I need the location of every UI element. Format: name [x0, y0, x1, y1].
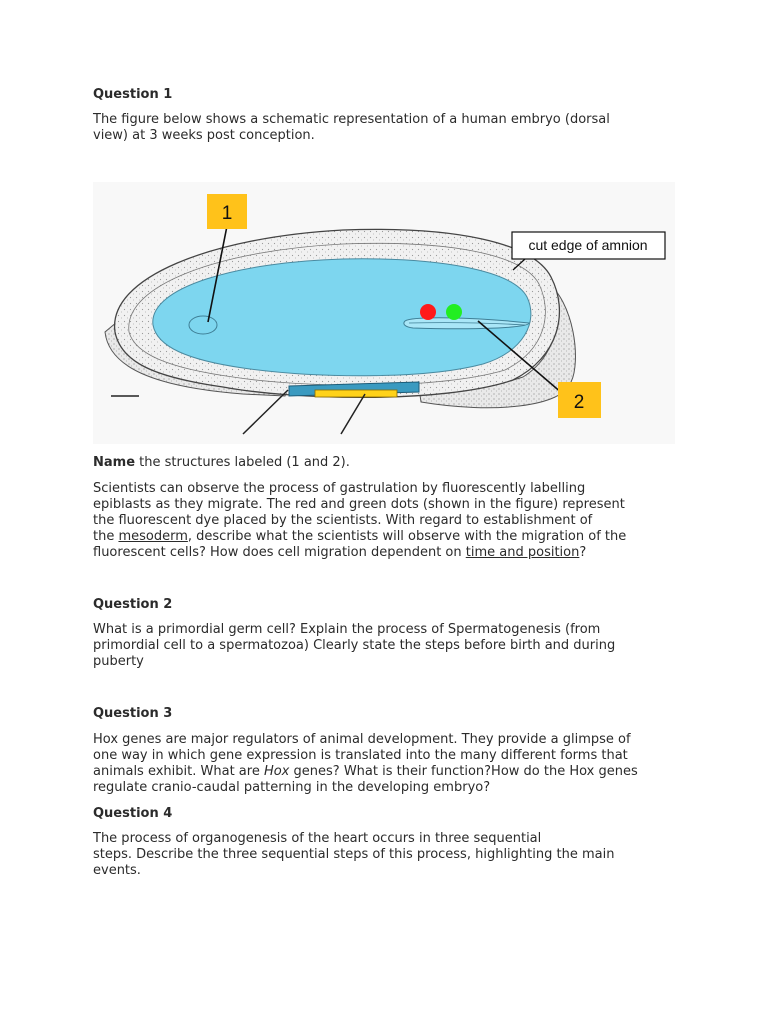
question-2-line-2: primordial cell to a spermatozoa) Clearly state the steps before birth and during — [93, 638, 616, 653]
gastrulation-line-3: the fluorescent dye placed by the scientists. With regard to establishment of — [93, 513, 593, 528]
gastrulation-line-4-pre: the — [93, 529, 119, 544]
embryo-figure — [93, 182, 675, 444]
question-1-heading: Question 1 — [93, 87, 173, 102]
gastrulation-line-5 — [93, 545, 683, 561]
gastrulation-line-1: Scientists can observe the process of gastrulation by fluorescently labelling — [93, 481, 586, 496]
question-2-line-1: What is a primordial germ cell? Explain the process of Spermatogenesis (from — [93, 622, 601, 637]
question-1-intro-line-1: The figure below shows a schematic representation of a human embryo (dorsal — [93, 112, 610, 127]
question-2-line-3: puberty — [93, 654, 144, 669]
mesoderm-term: mesoderm — [118, 529, 188, 544]
gastrulation-line-5-pre: fluorescent cells? How does cell migration dependent on — [93, 545, 466, 560]
label-1-text: 1 — [221, 203, 233, 224]
gastrulation-line-2: epiblasts as they migrate. The red and green dots (shown in the figure) represent — [93, 497, 625, 512]
name-bold: Name — [93, 455, 136, 470]
gastrulation-line-4 — [93, 529, 683, 545]
question-3-line-1: Hox genes are major regulators of animal development. They provide a glimpse of — [93, 732, 631, 747]
question-1-intro-line-2: view) at 3 weeks post conception. — [93, 128, 315, 143]
red-dye-dot — [420, 304, 436, 320]
question-4-heading: Question 4 — [93, 806, 173, 821]
gastrulation-line-4-post: , describe what the scientists will observe with the migration of the — [187, 529, 627, 544]
green-dye-dot — [446, 304, 462, 320]
label-2-text: 2 — [573, 392, 585, 413]
hox-italic: Hox — [263, 764, 290, 779]
gastrulation-line-5-post: ? — [579, 545, 587, 560]
question-4-line-3: events. — [93, 863, 141, 878]
question-4-line-1: The process of organogenesis of the heart occurs in three sequential — [93, 831, 542, 846]
question-3-line-3-pre: animals exhibit. What are — [93, 764, 264, 779]
question-3-line-4: regulate cranio-caudal patterning in the developing embryo? — [93, 780, 491, 795]
callout-text: cut edge of amnion — [528, 237, 648, 253]
yellow-band — [315, 390, 397, 397]
time-and-position-term: time and position — [465, 545, 580, 560]
question-3-heading: Question 3 — [93, 706, 173, 721]
name-instruction — [93, 455, 683, 471]
question-4-line-2: steps. Describe the three sequential steps of this process, highlighting the main — [93, 847, 615, 862]
embryo-diagram — [93, 182, 675, 444]
question-3-line-3-post: genes? What is their function?How do the Hox genes — [289, 764, 638, 779]
question-3-line-2: one way in which gene expression is translated into the many different forms that — [93, 748, 628, 763]
name-rest: the structures labeled (1 and 2). — [135, 455, 350, 470]
question-2-heading: Question 2 — [93, 597, 173, 612]
question-3-line-3 — [93, 764, 683, 780]
